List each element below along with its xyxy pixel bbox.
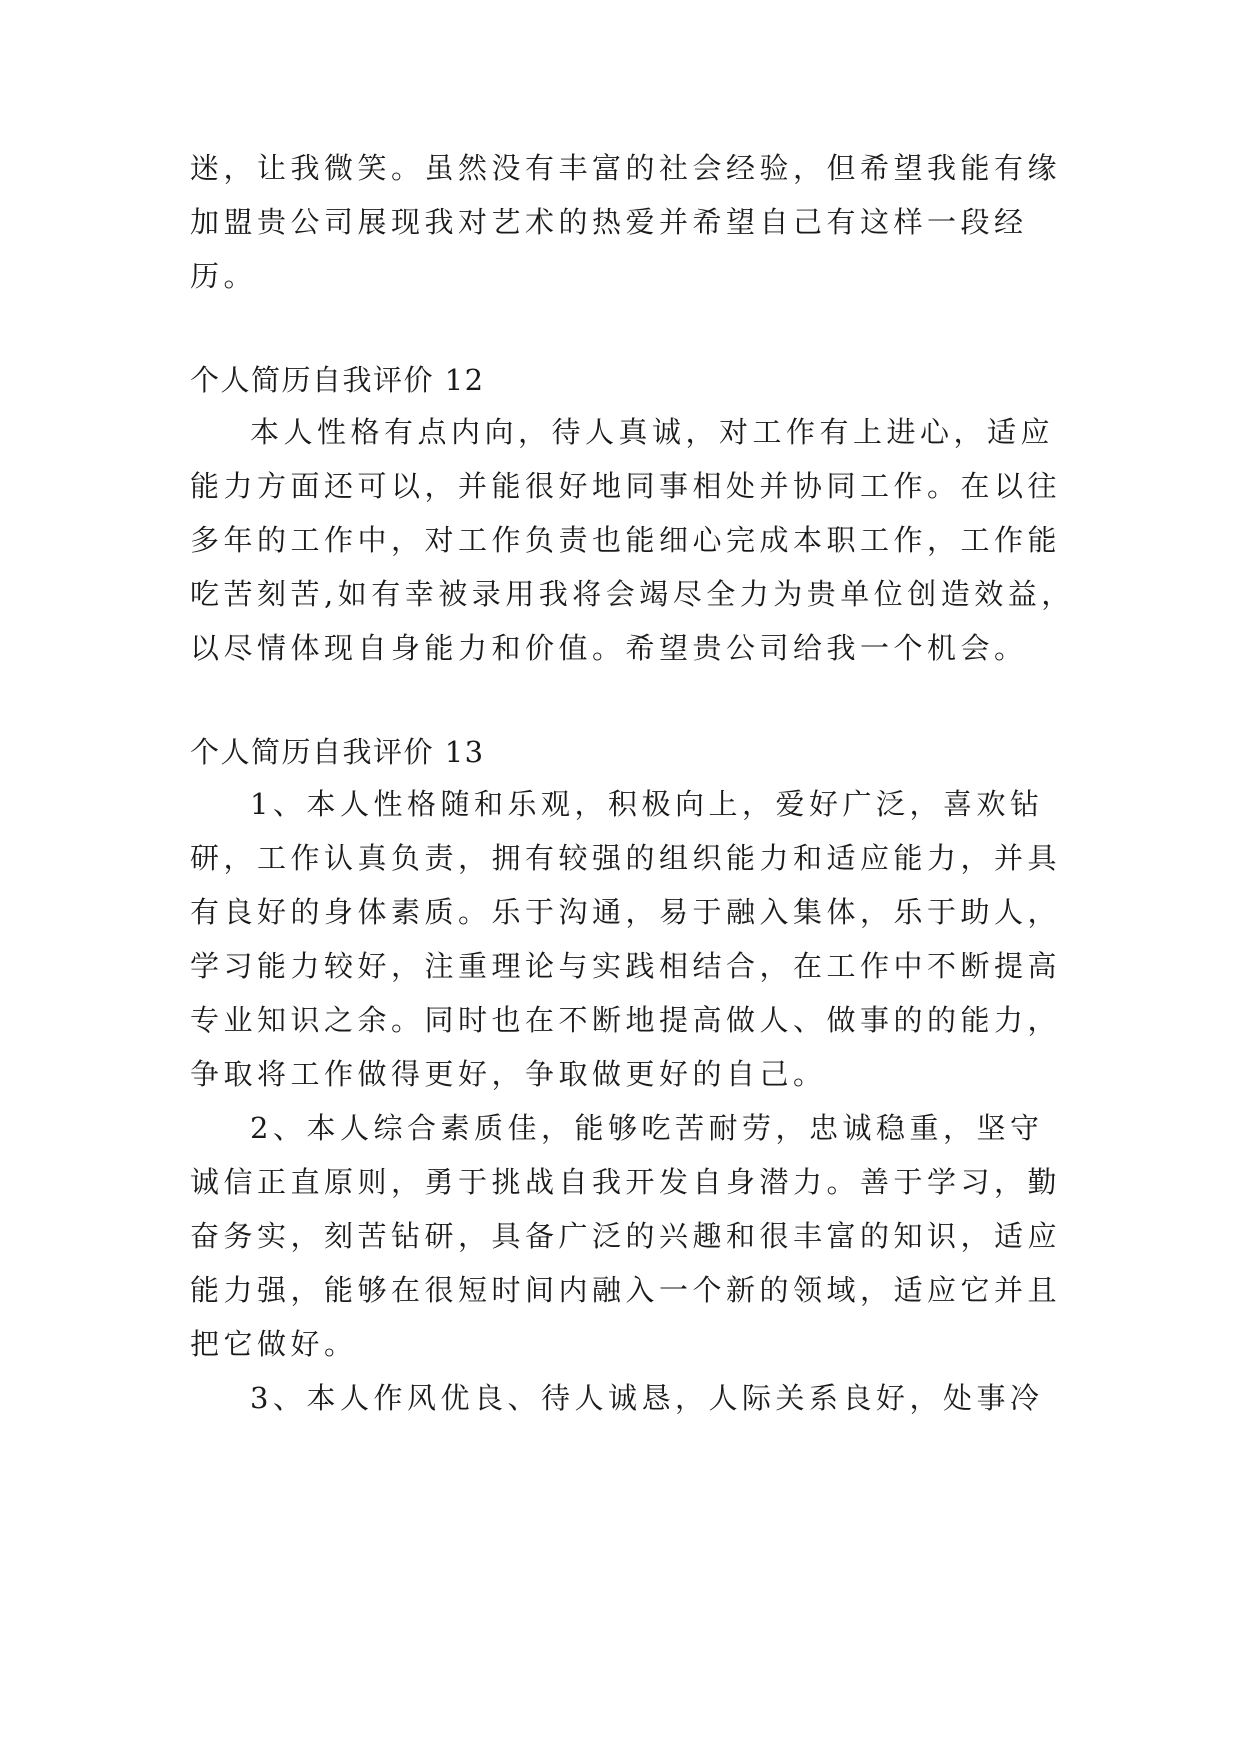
paragraph-line: 奋务实，刻苦钻研，具备广泛的兴趣和很丰富的知识，适应 <box>190 1219 1062 1253</box>
paragraph-line: 3、本人作风优良、待人诚恳，人际关系良好，处事冷 <box>250 1381 1044 1415</box>
paragraph-line: 吃苦刻苦,如有幸被录用我将会竭尽全力为贵单位创造效益， <box>190 577 1075 611</box>
paragraph-line: 迷，让我微笑。虽然没有丰富的社会经验，但希望我能有缘 <box>190 151 1062 185</box>
paragraph-line: 争取将工作做得更好，争取做更好的自己。 <box>190 1057 827 1091</box>
paragraph-line: 2、本人综合素质佳，能够吃苦耐劳，忠诚稳重，坚守 <box>250 1111 1044 1145</box>
paragraph-line: 加盟贵公司展现我对艺术的热爱并希望自己有这样一段经 <box>190 205 1028 239</box>
paragraph-line: 专业知识之余。同时也在不断地提高做人、做事的的能力， <box>190 1003 1062 1037</box>
paragraph-line: 有良好的身体素质。乐于沟通，易于融入集体，乐于助人， <box>190 895 1062 929</box>
paragraph-line: 1、本人性格随和乐观，积极向上，爱好广泛，喜欢钻 <box>250 787 1044 821</box>
paragraph-line: 诚信正直原则，勇于挑战自我开发自身潜力。善于学习，勤 <box>190 1165 1062 1199</box>
paragraph-line: 能力方面还可以，并能很好地同事相处并协同工作。在以往 <box>190 469 1062 503</box>
paragraph-line: 多年的工作中，对工作负责也能细心完成本职工作，工作能 <box>190 523 1062 557</box>
paragraph-line: 能力强，能够在很短时间内融入一个新的领域，适应它并且 <box>190 1273 1062 1307</box>
paragraph-line: 本人性格有点内向，待人真诚，对工作有上进心，适应 <box>250 415 1055 449</box>
paragraph-line: 学习能力较好，注重理论与实践相结合，在工作中不断提高 <box>190 949 1062 983</box>
paragraph-line: 把它做好。 <box>190 1327 358 1361</box>
paragraph-line: 研，工作认真负责，拥有较强的组织能力和适应能力，并具 <box>190 841 1062 875</box>
section-heading: 个人简历自我评价 13 <box>190 735 485 769</box>
section-heading: 个人简历自我评价 12 <box>190 363 485 397</box>
paragraph-line: 以尽情体现自身能力和价值。希望贵公司给我一个机会。 <box>190 631 1028 665</box>
paragraph-line: 历。 <box>190 259 258 293</box>
